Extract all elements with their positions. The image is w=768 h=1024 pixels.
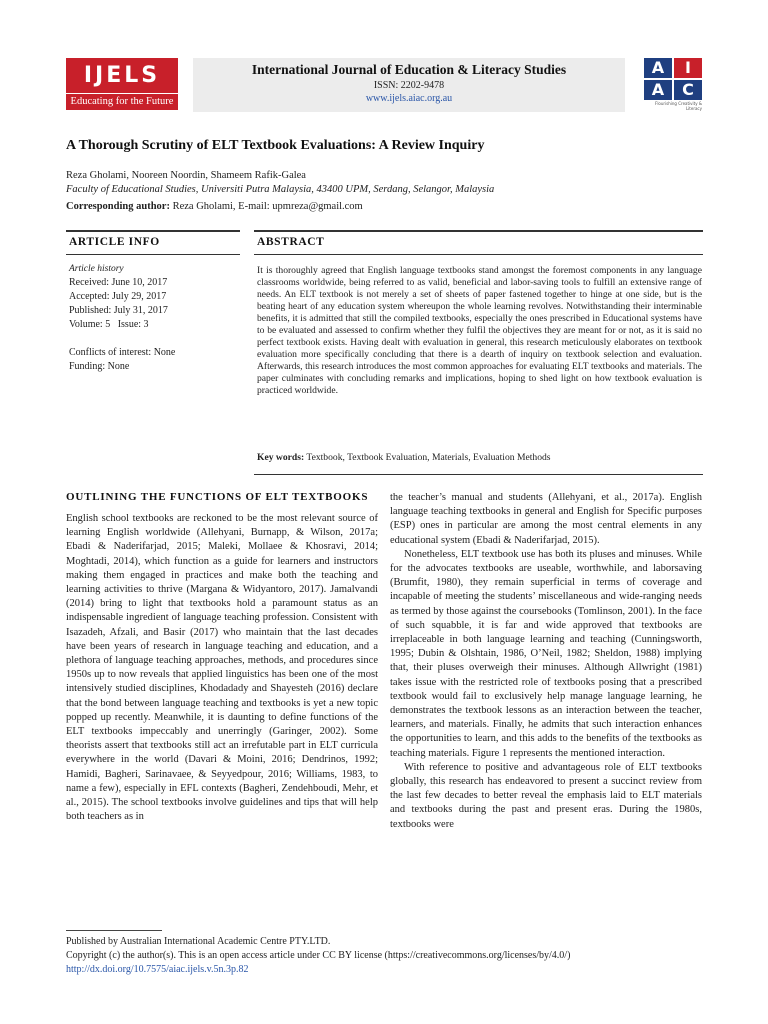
article-history-label: Article history [69,264,124,274]
ijels-logo-tagline: Educating for the Future [66,93,178,110]
abstract-bottom-rule [254,254,703,255]
aiac-logo-cell: C [674,80,702,100]
corresponding-text: Reza Gholami, E-mail: upmreza@gmail.com [169,201,363,212]
abstract-end-rule [254,474,703,475]
funding: Funding: None [69,361,130,372]
aiac-logo-cell: A [644,58,672,78]
body-paragraph: the teacher’s manual and students (Allehyani, et al., 2017a). English language teaching textbooks in general and English for Specific purposes (ESP) ones in particular are among the most central elements in any educational system (Ebadi & Naderifarjad, 2015). [390,492,702,546]
journal-url[interactable]: www.ijels.aiac.org.au [365,93,453,104]
publisher-note: Published by Australian International Academic Centre PTY.LTD. [66,936,331,947]
aiac-logo-cell: I [674,58,702,78]
footnote-rule [66,930,162,931]
aiac-logo-tagline: Flourishing Creativity & Literacy [655,101,702,111]
journal-title: International Journal of Education & Literacy Studies [251,62,567,77]
copyright-note: Copyright (c) the author(s). This is an open access article under CC BY license (https://creativecommons.org/licenses/by/4.0/) [66,950,571,961]
corresponding-label: Corresponding author: [66,201,170,212]
aiac-logo-cell: A [644,80,672,100]
published-date: Published: July 31, 2017 [69,305,168,316]
abstract-text: It is thoroughly agreed that English language textbooks stand amongst the foremost components in any language classrooms worldwide, being referred to as valid, beneficial and labor-saving tools to fulfill an extensive range of needs. An ELT textbook is not merely a set of sheets of paper fastened together to hinge at one side, but is the beating heart of any education system whereupon the whole learning revolves. Notwithstanding their interminable benefits, it is admitted that still the compiled textbooks, especially the ones prescribed in Educational systems have to be evaluated and assessed to confirm whether they fulfil the objectives they are meant for or not, as it is said no perfect textbook exists. Having dealt with evaluation in general, this research meticulously elaborates on textbook evaluation more specifically concluding that there is a dearth of inquiry on textbook selection and evaluation. Afterwards, this research introduces the most common approaches for evaluating ELT textbooks and materials. The paper culminates with concluding remarks and implications, hoping to shed light on how textbook evaluation is practiced worldwide. [257,265,702,396]
info-top-rule [66,230,240,232]
abstract-heading: ABSTRACT [257,236,325,248]
paper-title: A Thorough Scrutiny of ELT Textbook Evaluations: A Review Inquiry [66,138,485,153]
conflicts-of-interest: Conflicts of interest: None [69,347,176,358]
volume-issue: Volume: 5 Issue: 3 [69,319,149,330]
doi-link[interactable]: http://dx.doi.org/10.7575/aiac.ijels.v.5n.3p.82 [66,964,249,975]
aiac-logo [644,58,702,111]
keywords-label: Key words: [257,452,305,463]
received-date: Received: June 10, 2017 [69,277,168,288]
paper-authors: Reza Gholami, Nooreen Noordin, Shameem Rafik-Galea [66,170,306,181]
paper-affiliation: Faculty of Educational Studies, Universiti Putra Malaysia, 43400 UPM, Serdang, Selangor, Malaysia [66,184,495,195]
body-right-column [390,491,702,832]
ijels-logo-letters: IJELS [66,58,178,93]
body-paragraph: English school textbooks are reckoned to be the most relevant source of learning English worldwide (Allehyani, Burnapp, & Wilson, 2017a; Ebadi & Naderifarjad, 2015; Maleki, Mollaee & Khosravi, 2014; Moghtadi, 2014), which function as a guide for learners and instructors making them engaged in practices and make both the teaching and learning activities to thrive (Margana & Widyantoro, 2017). Jamalvandi (2014) bring to light that textbooks hold a paramount status as an indispensable ingredient of language teaching profession. Consistent with Isazadeh, Afzali, and Basir (2017) who maintain that the last decades have been years of research in language teaching and education, and a plethora of language teaching approaches, methods, and procedures since 1950s up to now reveals that applied linguistics has been one of the most intensively studied disciplines, Khodadady and Shayesteh (2016) declare that the bond between language teaching and textbooks is yet a new topic popped up recently. Meanwhile, it is daunting to define functions of the ELT textbooks impeccably and unerringly (Garinger, 2002). Some theorists assert that textbooks still act an irrefutable part in ELT curricula everywhere in the world (Davari & Moini, 2016; Dendrinos, 1992; Hamidi, Bagheri, Sarinavaee, & Seyyedpour, 2016; Williams, 1983, to name a few), especially in EFL contexts (Bagheri, Zendehboudi, Mehr, et al., 2015). The school textbooks involve guidelines and tips that will help both teachers as in [66,513,378,823]
section-heading: OUTLINING THE FUNCTIONS OF ELT TEXTBOOKS [66,491,369,503]
body-left-column [66,490,378,824]
article-info-heading: ARTICLE INFO [69,236,160,248]
corresponding-author [66,201,363,212]
abstract-top-rule [254,230,703,232]
journal-issn: ISSN: 2202-9478 [373,80,445,91]
keywords-list: Textbook, Textbook Evaluation, Materials, Evaluation Methods [304,452,551,463]
body-paragraph: Nonetheless, ELT textbook use has both its pluses and minuses. While for the advocates textbooks are useable, worthwhile, and laborsaving (Brumfit, 1980), they remain superficial in terms of coverage and incapable of meeting the students’ miscellaneous and wide-ranging needs as termed by those against the coursebooks (Tomlinson, 2001). In the face of such squabble, it is far and wide approved that textbooks are irreplaceable in both language learning and teaching (Cunningsworth, 1995; Dubin & Olshtain, 1986, O’Neil, 1982; Sheldon, 1988) implying that, their pluses overweigh their minuses. Although Allwright (1981) takes issue with the restricted role of textbooks posing that a prescribed textbook would fail to exclusively help manage language learning, he demonstrates the textbook lessons as an interaction between the teacher, learners, and materials. Finally, he admits that such interaction enhances the opportunities to learn, and this adds to the benefits of the textbooks as teaching materials. Figure 1 represents the mentioned interaction. [390,548,702,759]
keywords [257,452,702,463]
info-bottom-rule [66,254,240,255]
article-info [69,262,239,374]
body-paragraph: With reference to positive and advantageous role of ELT textbooks globally, this research has endeavored to present a succinct review from the last few decades to better reveal the emphasis laid to ELT materials and textbooks during the past and present eras. During the 1980s, textbooks were [390,761,702,830]
accepted-date: Accepted: July 29, 2017 [69,291,167,302]
ijels-logo [66,58,178,109]
